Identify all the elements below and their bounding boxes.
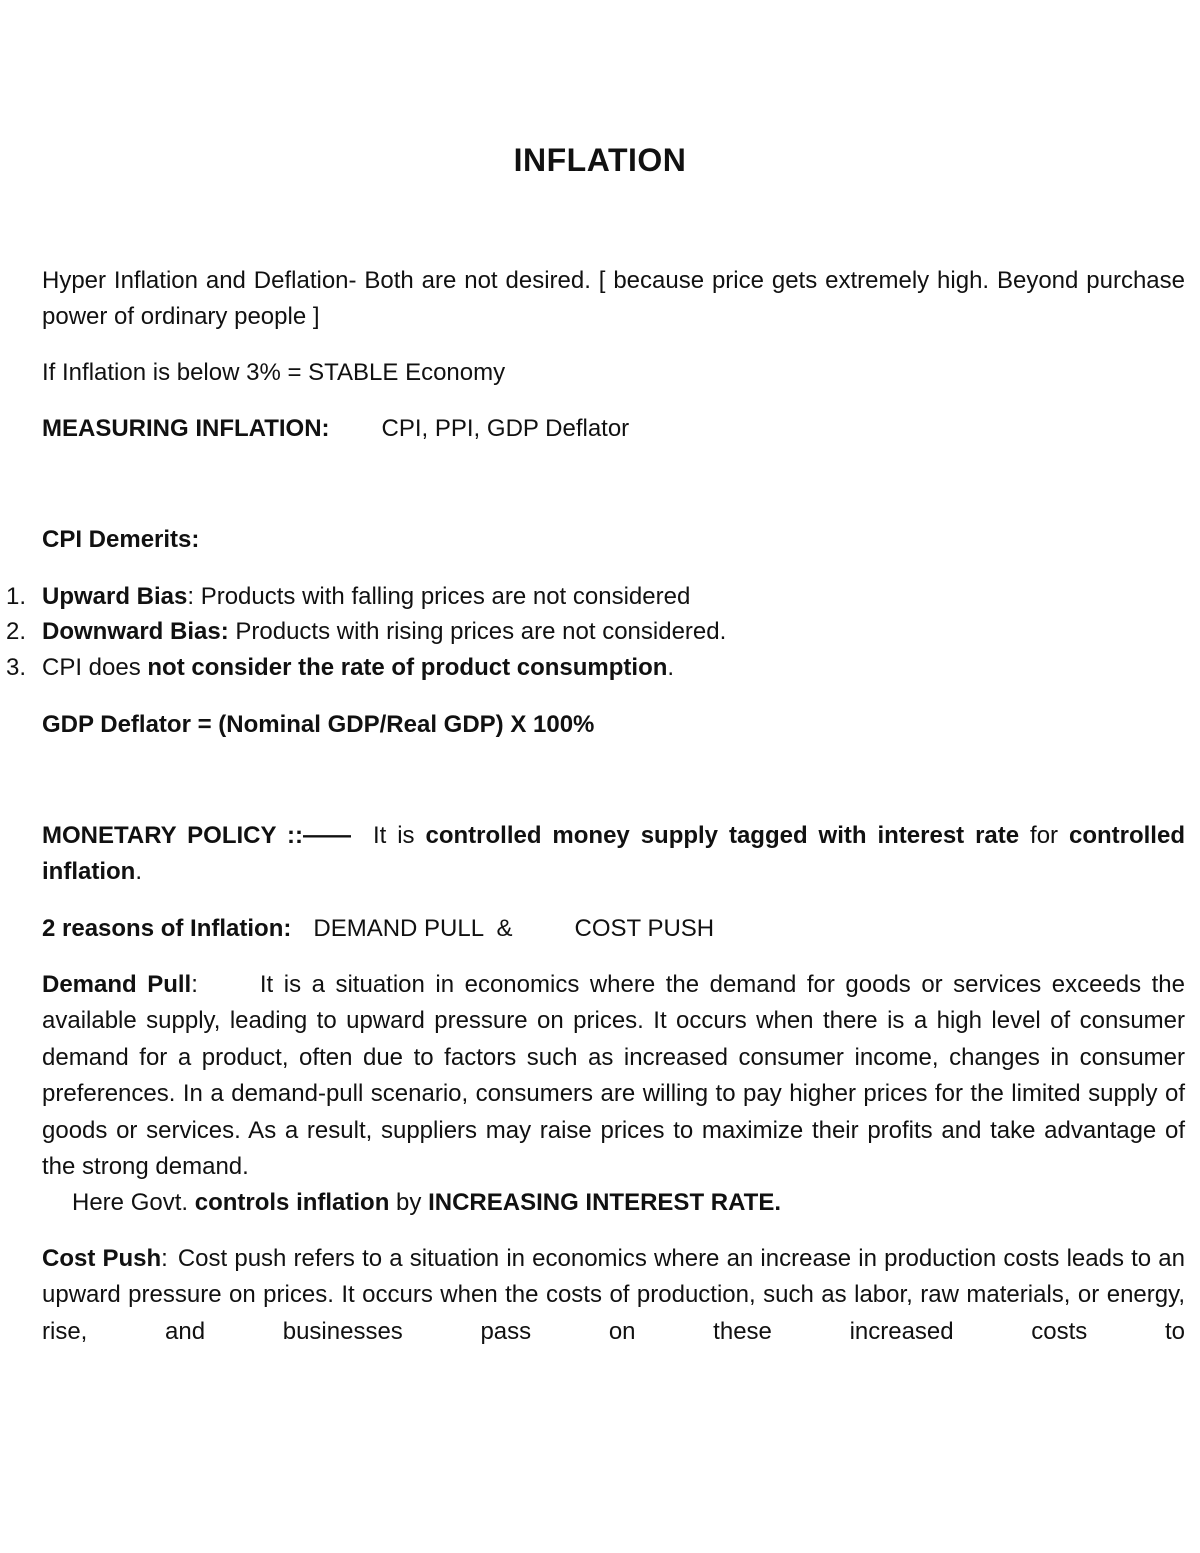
list-number: 3. xyxy=(6,654,27,681)
demand-pull-note-bold1: controls inflation xyxy=(194,1189,390,1216)
stable-economy-line xyxy=(42,355,1185,391)
intro-text: Hyper Inflation and Deflation- Both are not desired. [ because price gets extremely high. Beyond purchase power of ordinary people ] xyxy=(42,267,1185,331)
monetary-policy-paragraph xyxy=(42,818,1185,891)
measuring-inflation-line xyxy=(42,411,1185,447)
list-text xyxy=(42,650,1185,686)
demand-pull-paragraph xyxy=(42,967,1185,1185)
list-rest: : Products with falling prices are not considered xyxy=(187,583,691,610)
cost-push-paragraph xyxy=(42,1241,1185,1350)
monetary-policy-post: . xyxy=(135,858,142,886)
list-bold: not consider the rate of product consumption xyxy=(147,654,668,681)
demand-pull-colon: : xyxy=(191,971,198,998)
gdp-deflator-formula: GDP Deflator = (Nominal GDP/Real GDP) X 100% xyxy=(42,711,595,738)
demand-pull-label: Demand Pull xyxy=(42,971,192,998)
demand-pull-note-bold2: INCREASING INTEREST RATE. xyxy=(428,1189,781,1216)
cost-push-colon: : xyxy=(161,1245,168,1272)
list-bold: Downward Bias: xyxy=(42,618,229,645)
reasons-label: 2 reasons of Inflation: xyxy=(42,915,292,942)
monetary-policy-pre: It is xyxy=(372,822,426,849)
list-post: . xyxy=(667,654,675,681)
measuring-value: CPI, PPI, GDP Deflator xyxy=(381,415,630,442)
demand-pull-text: It is a situation in economics where the demand for goods or services exceeds the available supply, leading to upward pressure on prices. It occurs when there is a high level of consumer demand for a product, often due to factors such as increased consumer income, changes in consumer preferences. In a demand-pull scenario, consumers are willing to pay higher prices for the limited supply of goods or services. As a result, suppliers may raise prices to maximize their profits and take advantage of the strong demand. xyxy=(42,971,1186,1181)
stable-economy-text: If Inflation is below 3% = STABLE Economy xyxy=(42,359,506,386)
list-rest: Products with rising prices are not considered. xyxy=(228,618,727,645)
page-title: INFLATION xyxy=(513,142,687,178)
cost-push-label: Cost Push xyxy=(42,1245,162,1272)
reason-demand-pull: DEMAND PULL & xyxy=(313,915,513,942)
cpi-demerits-heading: CPI Demerits: xyxy=(42,526,200,553)
demand-pull-note-pre: Here Govt. xyxy=(72,1189,195,1216)
list-text xyxy=(42,579,1185,615)
demand-pull-note xyxy=(42,1185,1185,1221)
list-number: 1. xyxy=(6,583,27,610)
list-number: 2. xyxy=(6,618,27,645)
list-bold: Upward Bias xyxy=(42,583,188,610)
reasons-line xyxy=(42,911,1185,947)
measuring-label: MEASURING INFLATION: xyxy=(42,415,330,442)
intro-paragraph xyxy=(42,263,1185,336)
cost-push-text: Cost push refers to a situation in economics where an increase in production costs leads to an upward pressure on prices. It occurs when the costs of production, such as labor, raw materials, or energy, rise, and businesses pass on these increased costs to xyxy=(42,1245,1185,1345)
list-text xyxy=(42,614,1185,650)
monetary-policy-bold1: controlled money supply tagged with interest rate xyxy=(425,822,1020,849)
monetary-policy-mid: for xyxy=(1019,822,1069,849)
list-pre: CPI does xyxy=(42,654,148,681)
reason-cost-push: COST PUSH xyxy=(574,915,715,942)
demand-pull-note-mid: by xyxy=(389,1189,429,1216)
monetary-policy-label: MONETARY POLICY ::—— xyxy=(42,822,351,849)
monetary-policy-bold2: controlled inflation xyxy=(42,822,1185,886)
